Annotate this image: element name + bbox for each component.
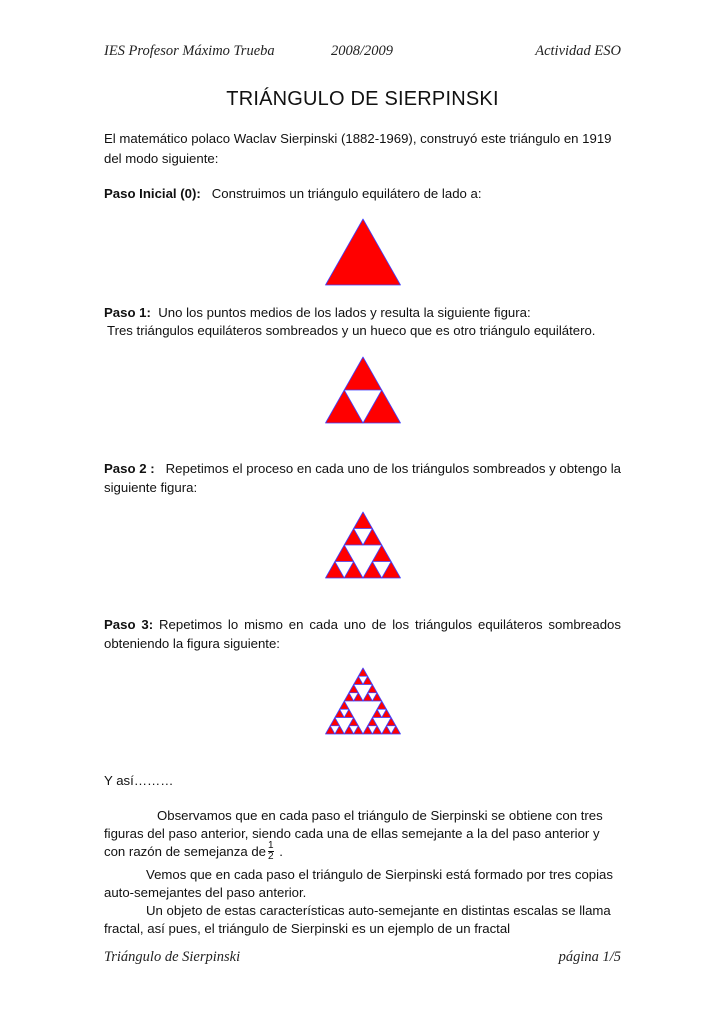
header-school: IES Profesor Máximo Trueba [104,43,275,59]
conclusion-p3-line-1: Un objeto de estas características auto-semejante en distintas escalas se llama [146,903,611,918]
step-3-description: Repetimos lo mismo en cada uno de los triángulos equiláteros sombreados [159,617,621,632]
intro-line-2: del modo siguiente: [104,151,219,166]
conclusion-p2-line-1: Vemos que en cada paso el triángulo de Sierpinski está formado por tres copias [146,867,613,882]
footer-page-number: página 1/5 [558,949,621,965]
step-3-description-2: obteniendo la figura siguiente: [104,636,280,651]
conclusion-p1-line-1: Observamos que en cada paso el triángulo de Sierpinski se obtiene con tres [157,808,603,823]
sierpinski-step-1 [326,357,401,423]
header-activity: Actividad ESO [535,43,621,59]
step-1-description: Uno los puntos medios de los lados y resulta la siguiente figura: [158,305,531,320]
sierpinski-step-2 [326,512,401,578]
ratio-numerator: 1 [268,840,274,851]
conclusion-p1-line-3 [104,841,283,862]
step-2-description: Repetimos el proceso en cada uno de los triángulos sombreados y obtengo la [165,461,621,476]
ratio-denominator: 2 [268,851,274,862]
step-3-label: Paso 3: [104,617,154,632]
sierpinski-step-0 [326,219,401,285]
footer-title: Triángulo de Sierpinski [104,949,241,965]
conclusion-p2-line-2: auto-semejantes del paso anterior. [104,885,307,900]
page-title: TRIÁNGULO DE SIERPINSKI [226,88,499,110]
header-year: 2008/2009 [331,43,394,59]
ratio-period: . [279,844,283,859]
ratio-fraction [268,841,274,862]
step-0-description: Construimos un triángulo equilátero de lado a: [211,186,482,201]
ratio-text: con razón de semejanza de [104,844,267,859]
step-0-label: Paso Inicial (0): [104,186,201,201]
step-1-description-2: Tres triángulos equiláteros sombreados y un hueco que es otro triángulo equilátero. [107,323,596,338]
step-2-label: Paso 2 : [104,461,155,476]
sierpinski-step-3 [326,668,401,734]
y-asi-text: Y así……… [104,773,174,788]
step-1-label: Paso 1: [104,305,151,320]
intro-line-1: El matemático polaco Waclav Sierpinski (1882-1969), construyó este triángulo en 1919 [104,131,612,146]
conclusion-p1-line-2: figuras del paso anterior, siendo cada una de ellas semejante a la del paso anterior y [104,826,600,841]
conclusion-p3-line-2: fractal, así pues, el triángulo de Sierpinski es un ejemplo de un fractal [104,921,511,936]
step-2-description-2: siguiente figura: [104,480,198,495]
